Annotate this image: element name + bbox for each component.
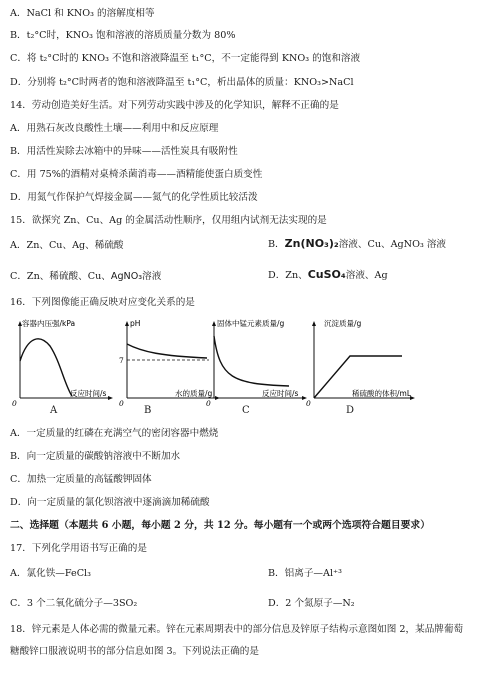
option-14a: A．用熟石灰改良酸性土壤——利用中和反应原理 [10,123,219,134]
option-15a: A．Zn、Cu、Ag、稀硫酸 [10,240,124,251]
chart-d-svg [304,316,424,406]
chart-c-y-arrow [212,321,216,326]
option-16c: C．加热一定质量的高锰酸钾固体 [10,474,152,485]
chart-a-caption: A [50,405,58,416]
option-17d: D．2 个氮原子—N₂ [268,598,355,609]
option-13b: B．t₂°C时，KNO₃ 饱和溶液的溶质质量分数为 80% [10,30,236,41]
option-13d: D．分别将 t₂°C时两者的饱和溶液降温至 t₁°C，析出晶体的质量：KNO₃>NaCl [10,77,354,88]
question-17: 17．下列化学用语书写正确的是 [10,543,147,554]
chart-a [10,316,120,416]
option-15b [268,238,446,251]
option-15b-rest: 溶液、Cu、AgNO₃ 溶液 [338,239,447,250]
chart-c-curve [214,336,289,386]
chart-b-y-arrow [125,321,129,326]
chart-c [204,316,314,416]
section-2-title: 二、选择题（本题共 6 小题，每小题 2 分，共 12 分。每小题有一个或两个选项符合题目要求） [10,520,431,531]
option-14b: B．用活性炭除去冰箱中的异味——活性炭具有吸附性 [10,146,238,157]
question-14: 14．劳动创造美好生活。对下列劳动实践中涉及的化学知识，解释不正确的是 [10,100,339,111]
chart-a-origin: 0 [12,399,17,408]
option-13a: A．NaCl 和 KNO₃ 的溶解度相等 [10,8,155,19]
option-17c: C．3 个二氧化硫分子—3SO₂ [10,598,138,609]
option-17a: A．氯化铁—FeCl₃ [10,568,91,579]
option-17b: B．铝离子—Al⁺³ [268,568,342,579]
chart-a-xlabel: 反应时间/s [70,389,107,398]
option-15b-prefix: B． [268,239,285,250]
option-14c: C．用 75%的酒精对桌椅杀菌消毒——酒精能使蛋白质变性 [10,169,263,180]
chart-b-origin: 0 [119,399,124,408]
chart-a-ylabel: 容器内压强/kPa [22,319,76,328]
option-15d [268,269,388,282]
option-15b-formula: Zn(NO₃)₂ [284,237,339,250]
question-18-line1: 18．锌元素是人体必需的微量元素。锌在元素周期表中的部分信息及锌原子结构示意图如图 2，某品牌葡萄 [10,624,464,635]
chart-d-xlabel: 稀硫酸的体积/mL [352,389,412,398]
chart-c-ylabel: 固体中锰元素质量/g [217,319,285,328]
chart-d-origin: 0 [306,399,311,408]
option-15c-prefix: C．Zn、稀硫酸、Cu、 [10,271,111,282]
chart-b-caption: B [144,405,152,416]
option-14d: D．用氮气作保护气焊接金属——氮气的化学性质比较活泼 [10,192,258,203]
chart-b-curve [127,344,207,358]
option-13c: C．将 t₂°C时的 KNO₃ 不饱和溶液降温至 t₁°C，不一定能得到 KNO₃ 的饱和溶液 [10,53,361,64]
chart-b-ylabel: pH [130,319,141,328]
chart-a-x-arrow [108,396,113,400]
chart-c-caption: C [242,405,250,416]
chart-d-ylabel: 沉淀质量/g [324,319,362,328]
question-16: 16．下列图像能正确反映对应变化关系的是 [10,297,195,308]
chart-c-origin: 0 [206,399,211,408]
option-15d-rest: 溶液、Ag [345,270,388,281]
chart-b-tick-7: 7 [119,356,124,365]
chart-c-svg [204,316,314,406]
chart-d-y-arrow [312,321,316,326]
option-16b: B．向一定质量的碳酸钠溶液中不断加水 [10,451,181,462]
option-15d-formula: CuSO₄ [307,268,346,281]
chart-c-xlabel: 反应时间/s [262,389,299,398]
chart-d-caption: D [346,405,355,416]
question-15: 15．欲探究 Zn、Cu、Ag 的金属活动性顺序，仅用组内试剂无法实现的是 [10,215,327,226]
chart-b-xlabel: 水的质量/g [175,389,213,398]
option-15c-formula: AgNO₃ [110,271,143,282]
chart-a-svg [10,316,120,406]
chart-d [304,316,414,416]
option-15c [10,271,161,283]
option-16a: A．一定质量的红磷在充满空气的密闭容器中燃烧 [10,428,219,439]
chart-a-curve [20,339,72,396]
option-15c-rest: 溶液 [142,271,162,282]
option-15d-prefix: D．Zn、 [268,270,308,281]
option-16d: D．向一定质量的氯化钡溶液中逐滴滴加稀硫酸 [10,497,210,508]
question-18-line2: 糖酸锌口服液说明书的部分信息如图 3。下列说法正确的是 [10,646,259,657]
